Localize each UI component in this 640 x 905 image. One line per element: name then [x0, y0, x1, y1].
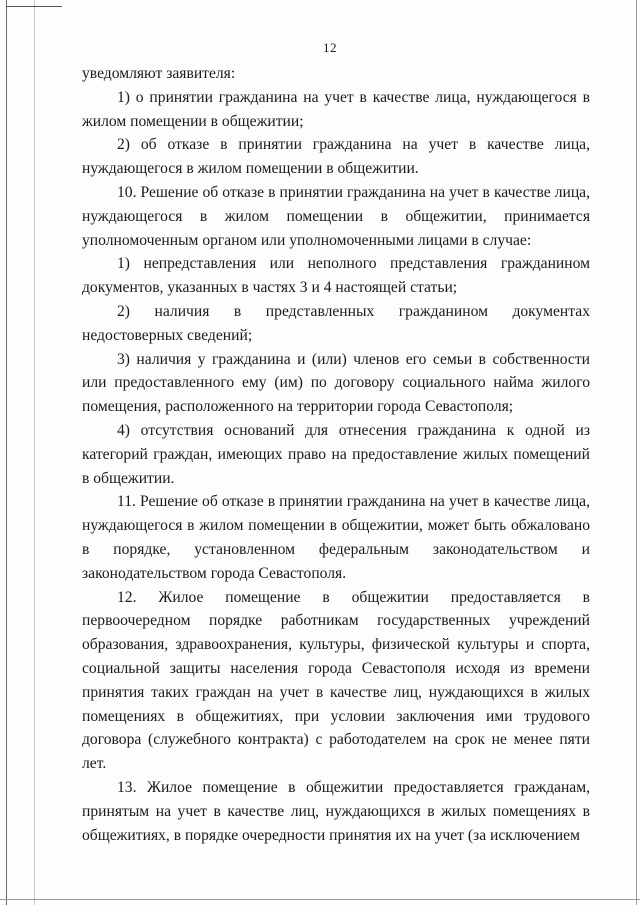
scan-margin-line — [34, 0, 35, 905]
paragraph-reason-1: 1) непредставления или неполного представления гражданином документов, указанных в частях 3 и 4 настоящей статьи; — [82, 255, 590, 297]
paragraph-intro: уведомляют заявителя: — [82, 65, 236, 82]
paragraph-clause-10: 10. Решение об отказе в принятии гражданина на учет в качестве лица, нуждающегося в жилом помещении в общежитии, принимается уполномоченным органом или уполномоченными лицами в случае: — [82, 183, 590, 249]
document-body — [82, 62, 590, 847]
paragraph-clause-13: 13. Жилое помещение в общежитии предоставляется гражданам, принятым на учет в качестве лиц, нуждающихся в жилых помещениях в общежитиях, в порядке очередности принятия их на учет (за исключением — [82, 778, 590, 844]
paragraph-notify-item-2: 2) об отказе в принятии гражданина на учет в качестве лица, нуждающегося в жилом помещении в общежитии. — [82, 136, 590, 178]
paragraph-reason-4: 4) отсутствия оснований для отнесения гражданина к одной из категорий граждан, имеющих право на предоставление жилых помещений в общежитии. — [82, 421, 590, 487]
page-number: 12 — [323, 40, 337, 55]
scan-bottom-edge — [0, 899, 640, 900]
paragraph-reason-2: 2) наличия в представленных гражданином документах недостоверных сведений; — [82, 302, 590, 344]
paragraph-notify-item-1: 1) о принятии гражданина на учет в качестве лица, нуждающегося в жилом помещении в общежитии; — [82, 88, 590, 130]
scan-binding-line — [6, 0, 7, 905]
paragraph-reason-3: 3) наличия у гражданина и (или) членов его семьи в собственности или предоставленного ему (им) по договору социального найма жилого помещения, расположенного на территории города Севастополя; — [82, 350, 590, 416]
scan-right-edge — [636, 0, 637, 905]
paragraph-clause-12: 12. Жилое помещение в общежитии предоставляется в первоочередном порядке работникам государственных учреждений образования, здравоохранения, культуры, физической культуры и спорта, социальной защиты населения города Севастополя исходя из времени принятия таких граждан на учет в качестве лиц, нуждающихся в жилых помещениях в общежитиях, при условии заключения ими трудового договора (служебного контракта) с работодателем на срок не менее пяти лет. — [82, 588, 590, 773]
paragraph-clause-11: 11. Решение об отказе в принятии гражданина на учет в качестве лица, нуждающегося в жилом помещении в общежитии, может быть обжаловано в порядке, установленном федеральным законодательством и законодательством города Севастополя. — [82, 493, 590, 582]
scan-corner-mark — [6, 6, 62, 7]
